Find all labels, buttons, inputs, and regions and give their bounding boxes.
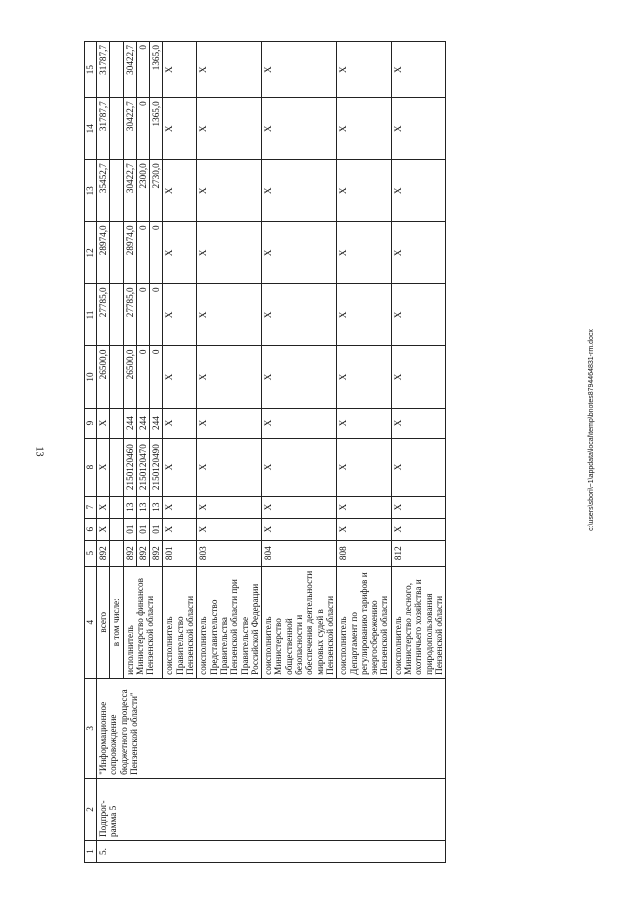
cell-col-13: X — [391, 160, 445, 222]
cell-col-5 — [110, 540, 123, 566]
header-col-3: 3 — [85, 678, 97, 778]
executor-cell: соисполнитель Министерство лесного, охотничьего хозяйства и природопользования Пензенской области — [391, 566, 445, 678]
cell-col-15: X — [163, 42, 197, 98]
cell-col-10: 26500,0 — [97, 346, 110, 408]
cell-col-6: X — [391, 518, 445, 540]
cell-col-12: X — [163, 222, 197, 284]
cell-col-11 — [110, 284, 123, 346]
cell-col-5: 892 — [97, 540, 110, 566]
cell-col-12: X — [197, 222, 262, 284]
executor-cell: соисполнитель Министерство общественной безопасности и обеспечения деятельности мировых судей в Пензенской области — [262, 566, 337, 678]
cell-col-6: X — [163, 518, 197, 540]
cell-col-10: 0 — [150, 346, 163, 408]
footer-file-path — [588, 329, 598, 531]
cell-col-5: 892 — [123, 540, 136, 566]
cell-col-5: 808 — [337, 540, 391, 566]
cell-col-9 — [110, 408, 123, 438]
cell-col-7 — [110, 496, 123, 518]
cell-col-9: X — [97, 408, 110, 438]
footer-path-text: c:\users\sbori\~1\appdata\local\temp\bnotes8794464831-rm.docx — [588, 329, 595, 531]
cell-col-14: 31787,7 — [97, 98, 110, 160]
header-col-11: 11 — [85, 284, 97, 346]
cell-col-15: 0 — [136, 42, 149, 98]
cell-col-9: 244 — [136, 408, 149, 438]
cell-col-6: X — [262, 518, 337, 540]
cell-col-7: 13 — [123, 496, 136, 518]
cell-col-8: X — [262, 438, 337, 496]
cell-col-15: X — [262, 42, 337, 98]
cell-col-7: X — [337, 496, 391, 518]
cell-col-6: X — [197, 518, 262, 540]
cell-col-7: 13 — [136, 496, 149, 518]
cell-col-10: 0 — [136, 346, 149, 408]
cell-col-12: X — [337, 222, 391, 284]
cell-col-14 — [110, 98, 123, 160]
cell-col-5: 892 — [136, 540, 149, 566]
cell-col-15: 31787,7 — [97, 42, 110, 98]
cell-col-9: 244 — [123, 408, 136, 438]
cell-col-6: 01 — [150, 518, 163, 540]
cell-col-6: 01 — [123, 518, 136, 540]
cell-col-10: X — [391, 346, 445, 408]
cell-col-11: 27785,0 — [97, 284, 110, 346]
cell-col-10: X — [197, 346, 262, 408]
cell-col-7: X — [97, 496, 110, 518]
cell-col-15 — [110, 42, 123, 98]
cell-col-8: X — [163, 438, 197, 496]
header-col-9: 9 — [85, 408, 97, 438]
cell-col-8: 2150120470 — [136, 438, 149, 496]
header-col-4: 4 — [85, 566, 97, 678]
executor-cell: исполнитель Министерство финансов Пензенской области — [123, 566, 163, 678]
cell-col-14: X — [262, 98, 337, 160]
cell-col-8 — [110, 438, 123, 496]
cell-col-5: 812 — [391, 540, 445, 566]
cell-col-11: X — [337, 284, 391, 346]
executor-cell: соисполнитель Департамент по регулированию тарифов и энергосбережению Пензенской области — [337, 566, 391, 678]
budget-table — [84, 41, 446, 863]
cell-col-14: X — [337, 98, 391, 160]
cell-col-11: 0 — [150, 284, 163, 346]
header-col-10: 10 — [85, 346, 97, 408]
cell-col-7: 13 — [150, 496, 163, 518]
cell-col-13: 2730,0 — [150, 160, 163, 222]
cell-col-7: X — [197, 496, 262, 518]
cell-col-10: X — [337, 346, 391, 408]
cell-col-6 — [110, 518, 123, 540]
cell-col-5: 801 — [163, 540, 197, 566]
cell-col-12 — [110, 222, 123, 284]
cell-col-14: X — [197, 98, 262, 160]
cell-col-15: X — [391, 42, 445, 98]
executor-cell: соисполнитель Представительство Правительства Пензенской области при Правительстве Российской Федерации — [197, 566, 262, 678]
header-col-5: 5 — [85, 540, 97, 566]
cell-col-5: 803 — [197, 540, 262, 566]
cell-col-9: X — [262, 408, 337, 438]
cell-col-8: X — [197, 438, 262, 496]
header-col-2: 2 — [85, 778, 97, 840]
title-cell: "Информационное сопровождение бюджетного процесса Пензенской области" — [97, 678, 446, 778]
header-col-8: 8 — [85, 438, 97, 496]
cell-col-13: X — [197, 160, 262, 222]
cell-col-12: 28974,0 — [123, 222, 136, 284]
cell-col-6: X — [337, 518, 391, 540]
header-col-7: 7 — [85, 496, 97, 518]
cell-col-13: 30422,7 — [123, 160, 136, 222]
cell-col-11: X — [391, 284, 445, 346]
cell-col-13: X — [262, 160, 337, 222]
cell-col-7: X — [262, 496, 337, 518]
cell-col-13: 35452,7 — [97, 160, 110, 222]
cell-col-8: X — [97, 438, 110, 496]
header-col-1: 1 — [85, 840, 97, 862]
cell-col-8: X — [337, 438, 391, 496]
cell-col-12: 28974,0 — [97, 222, 110, 284]
cell-col-13: 2300,0 — [136, 160, 149, 222]
cell-col-13: X — [337, 160, 391, 222]
cell-col-8: X — [391, 438, 445, 496]
cell-col-8: 2150120490 — [150, 438, 163, 496]
cell-col-5: 804 — [262, 540, 337, 566]
cell-col-15: X — [197, 42, 262, 98]
cell-col-12: X — [391, 222, 445, 284]
cell-col-8: 2150120460 — [123, 438, 136, 496]
header-col-14: 14 — [85, 98, 97, 160]
cell-col-10: X — [163, 346, 197, 408]
cell-col-9: 244 — [150, 408, 163, 438]
executor-cell: в том числе: — [110, 566, 123, 678]
budget-table-rotated — [84, 41, 587, 863]
cell-col-9: X — [163, 408, 197, 438]
cell-col-11: X — [197, 284, 262, 346]
cell-col-13 — [110, 160, 123, 222]
cell-col-15: X — [337, 42, 391, 98]
page-number: 13 — [33, 446, 45, 457]
cell-col-12: 0 — [150, 222, 163, 284]
cell-col-14: X — [391, 98, 445, 160]
header-row — [85, 42, 97, 863]
cell-col-11: X — [163, 284, 197, 346]
row-number: 5. — [97, 840, 446, 862]
cell-col-10: 26500,0 — [123, 346, 136, 408]
cell-col-9: X — [197, 408, 262, 438]
header-col-6: 6 — [85, 518, 97, 540]
header-col-15: 15 — [85, 42, 97, 98]
cell-col-15: 30422,7 — [123, 42, 136, 98]
cell-col-15: 1365,0 — [150, 42, 163, 98]
cell-col-11: 0 — [136, 284, 149, 346]
cell-col-9: X — [337, 408, 391, 438]
cell-col-7: X — [391, 496, 445, 518]
header-col-13: 13 — [85, 160, 97, 222]
cell-col-14: 0 — [136, 98, 149, 160]
cell-col-6: 01 — [136, 518, 149, 540]
cell-col-10: X — [262, 346, 337, 408]
executor-cell: всего — [97, 566, 110, 678]
cell-col-12: 0 — [136, 222, 149, 284]
cell-col-14: X — [163, 98, 197, 160]
subprogram-cell: Подпрог-рамма 5 — [97, 778, 446, 840]
cell-col-6: X — [97, 518, 110, 540]
header-col-12: 12 — [85, 222, 97, 284]
cell-col-5: 892 — [150, 540, 163, 566]
cell-col-10 — [110, 346, 123, 408]
cell-col-13: X — [163, 160, 197, 222]
cell-col-7: X — [163, 496, 197, 518]
cell-col-12: X — [262, 222, 337, 284]
cell-col-14: 1365,0 — [150, 98, 163, 160]
cell-col-11: 27785,0 — [123, 284, 136, 346]
cell-col-11: X — [262, 284, 337, 346]
cell-col-14: 30422,7 — [123, 98, 136, 160]
table-row — [97, 42, 110, 863]
cell-col-9: X — [391, 408, 445, 438]
executor-cell: соисполнитель Правительство Пензенской области — [163, 566, 197, 678]
